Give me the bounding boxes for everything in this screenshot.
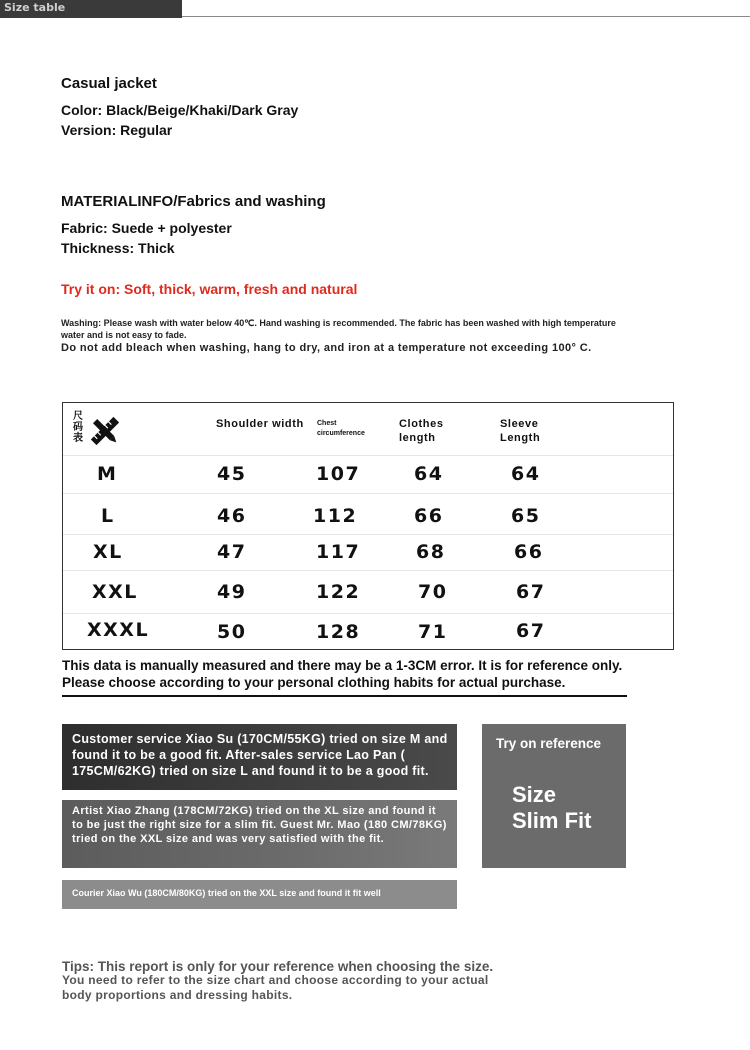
value-cell: 45 [217, 463, 247, 485]
value-cell: 68 [416, 541, 446, 563]
value-cell: 64 [414, 463, 444, 485]
table-divider [63, 455, 673, 456]
table-divider [63, 493, 673, 494]
value-cell: 117 [316, 541, 361, 563]
value-cell: 47 [217, 541, 247, 563]
fit-reference-box [482, 724, 626, 868]
material-thickness: Thickness: Thick [61, 240, 175, 256]
size-table [62, 402, 674, 650]
size-chart-icon-label: 尺码表 [73, 411, 83, 444]
washing-instructions: Washing: Please wash with water below 40℃. Hand washing is recommended. The fabric has been washed with high temperature water and is not easy to fade. [61, 318, 616, 340]
value-cell: 70 [418, 581, 448, 603]
try-on-feel: Try it on: Soft, thick, warm, fresh and natural [61, 281, 358, 297]
value-cell: 64 [511, 463, 541, 485]
bleach-instructions: Do not add bleach when washing, hang to dry, and iron at a temperature not exceeding 100° C. [61, 342, 592, 354]
header-sleeve-length: Sleeve Length [500, 418, 541, 444]
value-cell: 71 [418, 621, 448, 643]
review-card: Customer service Xiao Su (170CM/55KG) tried on size M and found it to be a good fit. After-sales service Lao Pan ( 175CM/62KG) tried on size L and found it to be a good fit. [62, 724, 457, 790]
value-cell: 107 [316, 463, 361, 485]
table-divider [63, 613, 673, 614]
header-clothes-length: Clothes length [399, 418, 444, 444]
size-cell: L [101, 505, 115, 527]
product-version: Version: Regular [61, 122, 173, 138]
fit-reference-title: Try on reference [496, 736, 602, 751]
review-card: Artist Xiao Zhang (178CM/72KG) tried on the XL size and found it to be just the right size for a slim fit. Guest Mr. Mao (180 CM/78KG) tried on the XXL size and was very satisfied with the fit. [62, 800, 457, 868]
product-name: Casual jacket [61, 75, 157, 92]
fit-size-label: Size [512, 782, 557, 807]
size-cell: XL [93, 541, 123, 563]
value-cell: 50 [217, 621, 247, 643]
size-chart-icon [73, 411, 129, 453]
review-card: Courier Xiao Wu (180CM/80KG) tried on the XXL size and found it fit well [62, 880, 457, 909]
value-cell: 66 [514, 541, 544, 563]
header-shoulder-width: Shoulder width [216, 418, 304, 430]
fit-type-label: Slim Fit [512, 808, 592, 833]
header-bar [0, 0, 182, 18]
material-fabric: Fabric: Suede + polyester [61, 220, 232, 236]
value-cell: 49 [217, 581, 247, 603]
value-cell: 67 [516, 620, 546, 642]
material-heading: MATERIALINFO/Fabrics and washing [61, 193, 326, 210]
note-underline [62, 695, 627, 697]
value-cell: 122 [316, 581, 361, 603]
tips-heading: Tips: This report is only for your reference when choosing the size. [62, 959, 494, 974]
table-divider [63, 570, 673, 571]
value-cell: 66 [414, 505, 444, 527]
fit-reference-size [512, 782, 591, 834]
value-cell: 65 [511, 505, 541, 527]
value-cell: 46 [217, 505, 247, 527]
ruler-pencil-icon [87, 413, 123, 449]
value-cell: 112 [313, 505, 358, 527]
value-cell: 67 [516, 581, 546, 603]
value-cell: 128 [316, 621, 361, 643]
size-cell: XXXL [87, 619, 150, 641]
header-chest: Chest circumference [317, 420, 365, 437]
measure-note-line2: Please choose according to your personal clothing habits for actual purchase. [62, 675, 566, 690]
size-cell: M [97, 463, 118, 485]
measure-note-line1: This data is manually measured and there may be a 1-3CM error. It is for reference only. [62, 658, 623, 673]
tips-body: You need to refer to the size chart and choose according to your actual body proportions and dressing habits. [62, 973, 489, 1002]
table-divider [63, 534, 673, 535]
size-cell: XXL [92, 581, 138, 603]
header-divider [182, 16, 750, 17]
product-color: Color: Black/Beige/Khaki/Dark Gray [61, 102, 299, 118]
header-label: Size table [4, 1, 66, 14]
